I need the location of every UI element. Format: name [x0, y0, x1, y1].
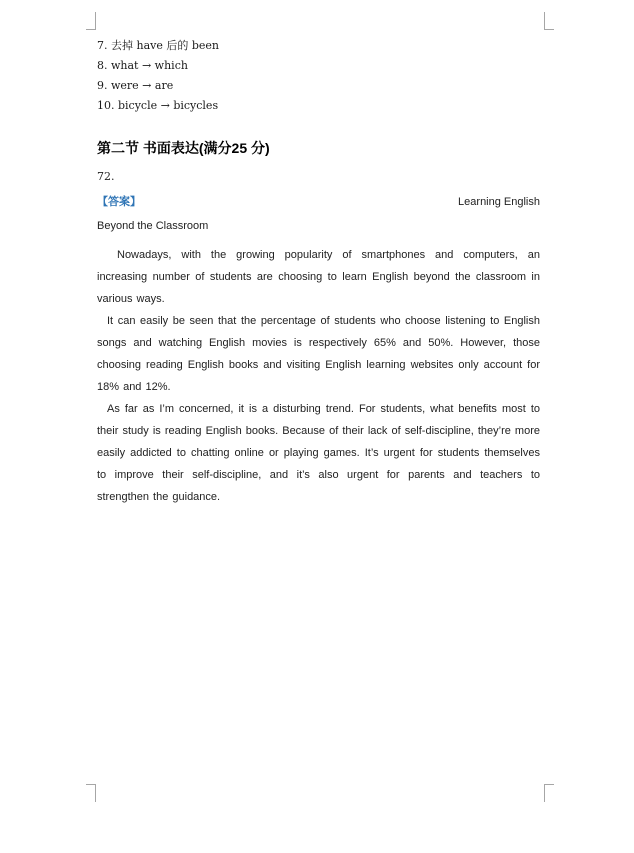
crop-mark-bottom-right	[544, 784, 554, 802]
correction-item: 10. bicycle → bicycles	[97, 99, 219, 112]
answer-label: 【答案】	[97, 196, 141, 208]
essay-title-line2: Beyond the Classroom	[97, 220, 209, 232]
essay-title-line1: Learning English	[458, 196, 540, 208]
correction-item: 7. 去掉 have 后的 been	[97, 39, 219, 52]
crop-mark-top-right	[544, 12, 554, 30]
essay-paragraph: As far as I’m concerned, it is a disturbing trend. For students, what benefits most to their study is reading English books. Because of their lack of self-discipline, they’re more easily addicted to chatting online or playing games. It’s urgent for students themselves to improve their self-discipline, and it’s also urgent for parents and teachers to strengthen the guidance.	[97, 403, 540, 503]
page-content	[97, 36, 540, 508]
essay-body	[97, 244, 540, 508]
answer-row	[97, 193, 540, 209]
correction-item: 8. what → which	[97, 59, 188, 72]
section-heading: 第二节 书面表达(满分25 分)	[97, 140, 270, 156]
crop-mark-top-left	[86, 12, 96, 30]
essay-paragraph: It can easily be seen that the percentage of students who choose listening to English songs and watching English movies is respectively 65% and 50%. However, those choosing reading English books and visiting English learning websites only account for 18% and 12%.	[97, 315, 540, 393]
question-number: 72.	[97, 170, 115, 183]
crop-mark-bottom-left	[86, 784, 96, 802]
corrections-list	[97, 36, 540, 116]
essay-paragraph: Nowadays, with the growing popularity of smartphones and computers, an increasing number of students are choosing to learn English beyond the classroom in various ways.	[97, 249, 540, 305]
correction-item: 9. were → are	[97, 79, 174, 92]
